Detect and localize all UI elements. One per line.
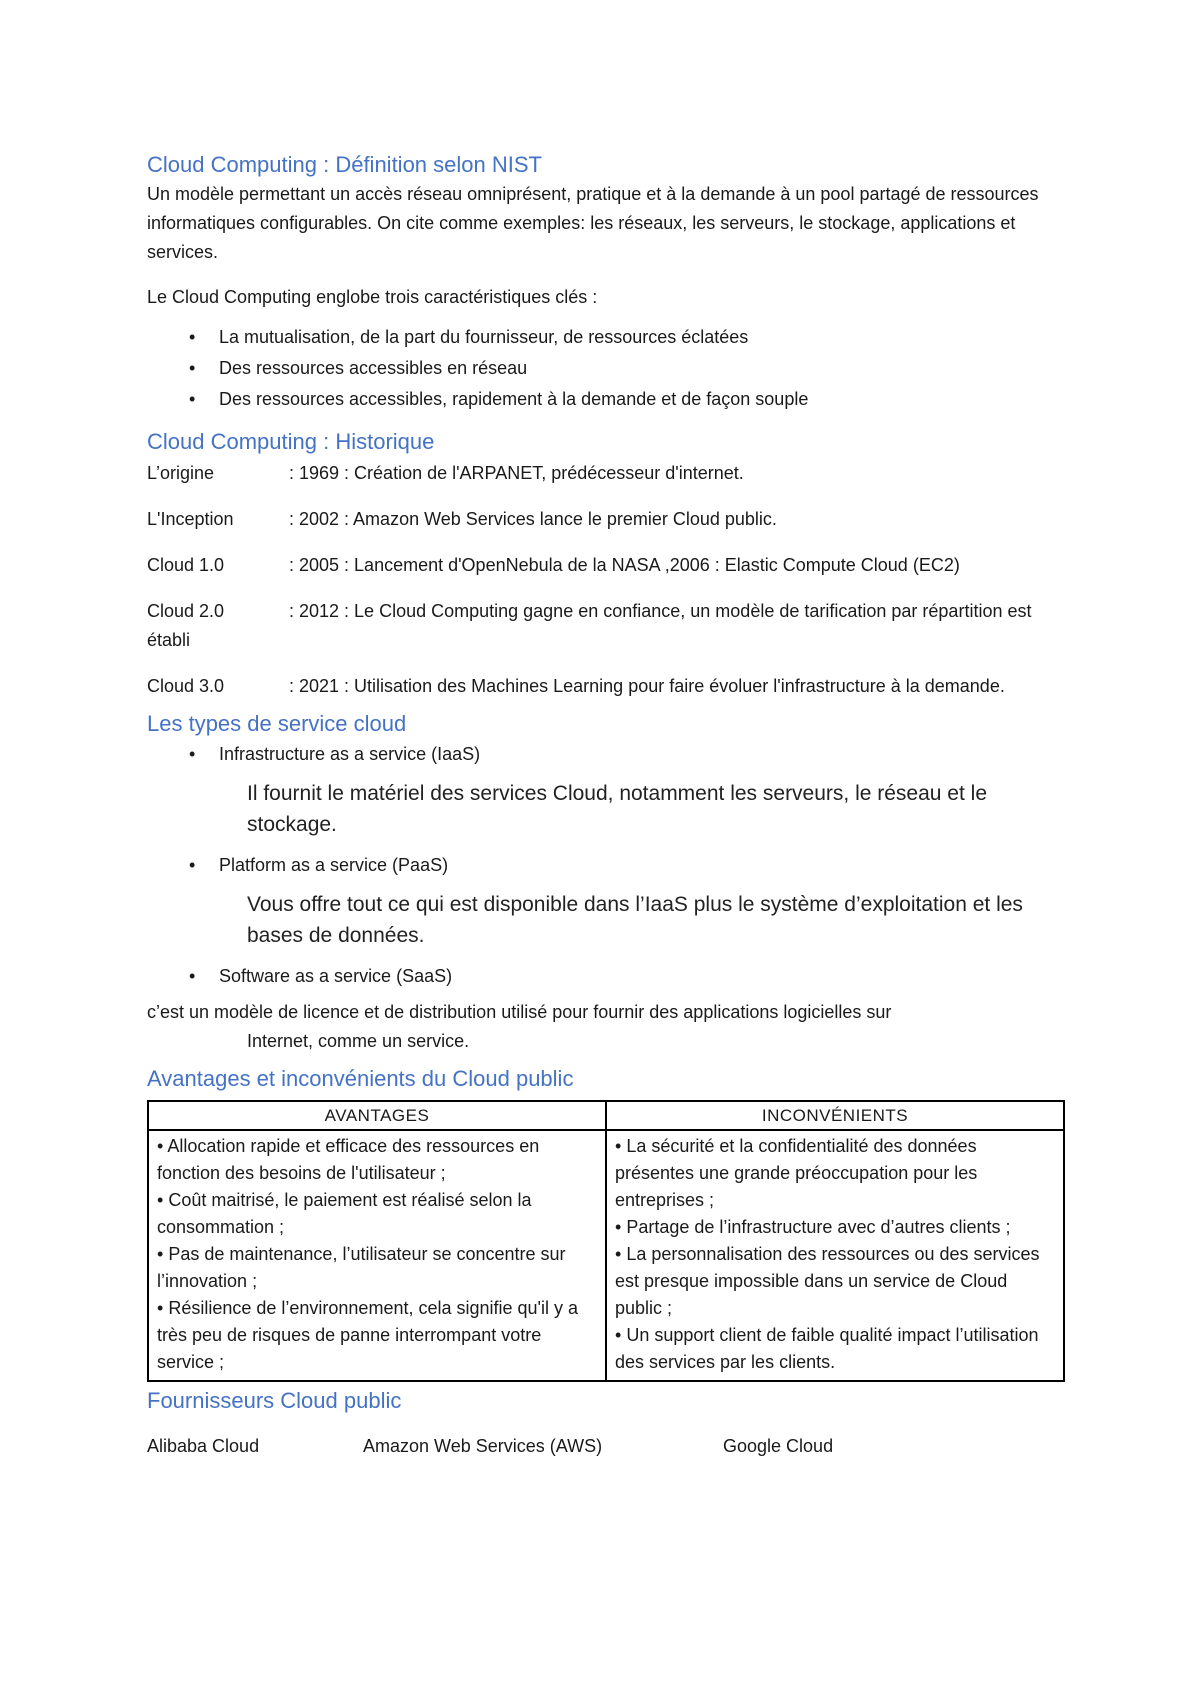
service-types-list xyxy=(147,739,1067,770)
advantages-cell xyxy=(148,1130,606,1381)
bullet-icon: • xyxy=(189,855,196,875)
list-item: • Allocation rapide et efficace des ressources en fonction des besoins de l'utilisateur ; xyxy=(157,1136,540,1183)
history-row: Cloud 1.0 : 2005 : Lancement d'OpenNebula de la NASA ,2006 : Elastic Compute Cloud (EC2) xyxy=(147,555,960,575)
inconvenients-cell xyxy=(606,1130,1064,1381)
list-item: • Infrastructure as a service (IaaS) xyxy=(147,739,1067,770)
history-row: Cloud 3.0 : 2021 : Utilisation des Machines Learning pour faire évoluer l'infrastructure à la demande. xyxy=(147,676,1005,696)
list-item: • Coût maitrisé, le paiement est réalisé selon la consommation ; xyxy=(157,1190,532,1237)
advantages-table xyxy=(147,1100,1065,1382)
bullet-icon: • xyxy=(189,389,196,409)
characteristics-intro: Le Cloud Computing englobe trois caractéristiques clés : xyxy=(147,287,598,307)
history-row: L'Inception : 2002 : Amazon Web Services lance le premier Cloud public. xyxy=(147,509,777,529)
list-item: • La mutualisation, de la part du fournisseur, de ressources éclatées xyxy=(147,322,1067,353)
document-page xyxy=(147,150,1067,1457)
history-row: L’origine : 1969 : Création de l'ARPANET, prédécesseur d'internet. xyxy=(147,463,744,483)
history-row: Cloud 2.0 : 2012 : Le Cloud Computing gagne en confiance, un modèle de tarification par répartition est établi xyxy=(147,601,1032,650)
heading-types: Les types de service cloud xyxy=(147,711,407,736)
list-item: • Software as a service (SaaS) xyxy=(147,961,1067,992)
providers-row xyxy=(147,1436,1067,1457)
column-header-inconvenients: INCONVÉNIENTS xyxy=(606,1101,1064,1130)
service-types-list xyxy=(147,850,1067,881)
list-item: • La personnalisation des ressources ou des services est presque impossible dans un service de Cloud public ; xyxy=(615,1244,1040,1318)
bullet-icon: • xyxy=(189,744,196,764)
heading-nist: Cloud Computing : Définition selon NIST xyxy=(147,152,542,177)
iaas-description: Il fournit le matériel des services Cloud, notamment les serveurs, le réseau et le stockage. xyxy=(247,782,987,836)
list-item: • Partage de l’infrastructure avec d’autres clients ; xyxy=(615,1217,1011,1237)
list-item: • Des ressources accessibles en réseau xyxy=(147,353,1067,384)
nist-paragraph: Un modèle permettant un accès réseau omniprésent, pratique et à la demande à un pool partagé de ressources informatiques configurables. On cite comme exemples: les réseaux, les serveurs, le stockage, applications et services. xyxy=(147,184,1039,262)
service-types-list xyxy=(147,961,1067,992)
heading-fournisseurs: Fournisseurs Cloud public xyxy=(147,1388,402,1413)
characteristics-list xyxy=(147,322,1067,415)
history-list xyxy=(147,459,1067,701)
provider-alibaba: Alibaba Cloud xyxy=(147,1436,260,1456)
bullet-icon: • xyxy=(189,327,196,347)
bullet-icon: • xyxy=(189,966,196,986)
heading-avantages: Avantages et inconvénients du Cloud public xyxy=(147,1066,574,1091)
column-header-avantages: AVANTAGES xyxy=(148,1101,606,1130)
provider-google: Google Cloud xyxy=(723,1436,834,1456)
list-item: • Un support client de faible qualité impact l’utilisation des services par les clients. xyxy=(615,1325,1039,1372)
heading-historique: Cloud Computing : Historique xyxy=(147,429,435,454)
list-item: • La sécurité et la confidentialité des données présentes une grande préoccupation pour les entreprises ; xyxy=(615,1136,978,1210)
table-row xyxy=(148,1130,1064,1381)
paas-description: Vous offre tout ce qui est disponible dans l’IaaS plus le système d’exploitation et les bases de données. xyxy=(247,893,1023,947)
list-item: • Résilience de l’environnement, cela signifie qu'il y a très peu de risques de panne interrompant votre service ; xyxy=(157,1298,578,1372)
saas-description-cont: Internet, comme un service. xyxy=(247,1031,470,1051)
list-item: • Platform as a service (PaaS) xyxy=(147,850,1067,881)
bullet-icon: • xyxy=(189,358,196,378)
saas-description: c’est un modèle de licence et de distribution utilisé pour fournir des applications logicielles sur xyxy=(147,1002,892,1022)
list-item: • Des ressources accessibles, rapidement à la demande et de façon souple xyxy=(147,384,1067,415)
provider-aws: Amazon Web Services (AWS) xyxy=(363,1436,603,1456)
list-item: • Pas de maintenance, l’utilisateur se concentre sur l’innovation ; xyxy=(157,1244,566,1291)
